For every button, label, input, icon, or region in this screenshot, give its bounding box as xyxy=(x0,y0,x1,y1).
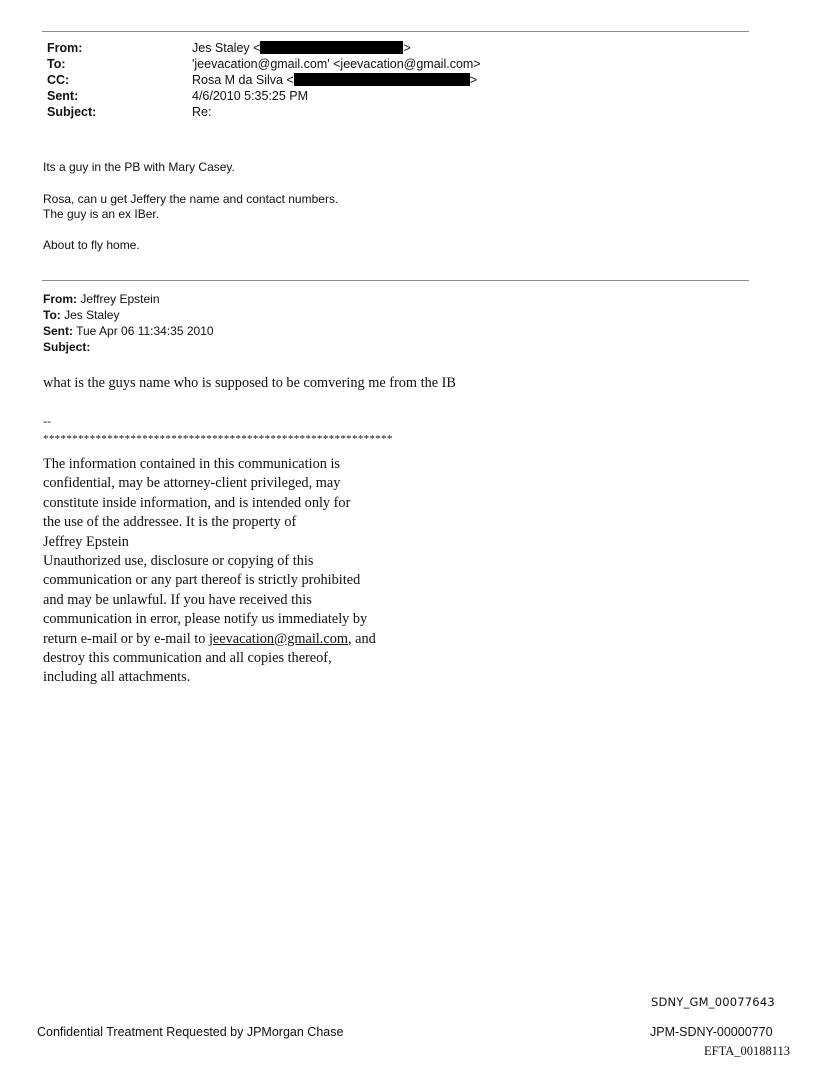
from-label: From: xyxy=(47,41,83,55)
from-close: > xyxy=(403,41,411,55)
sent-value: 4/6/2010 5:35:25 PM xyxy=(192,89,309,103)
disclaimer-line: Jeffrey Epstein xyxy=(43,533,129,550)
forwarded-sent xyxy=(43,323,214,339)
bates-stamp-jpm: JPM-SDNY-00000770 xyxy=(650,1025,773,1039)
fwd-from-value: Jeffrey Epstein xyxy=(77,292,160,306)
fwd-sent-value: Tue Apr 06 11:34:35 2010 xyxy=(73,324,214,338)
bates-stamp-sdny: SDNY_GM_00077643 xyxy=(651,995,775,1009)
subject-value: Re: xyxy=(192,105,212,119)
disclaimer-line: constitute inside information, and is intended only for xyxy=(43,494,351,511)
email-link[interactable]: jeevacation@gmail.com xyxy=(208,630,348,647)
disclaimer-line: communication or any part thereof is strictly prohibited xyxy=(43,572,361,589)
from-sender: Jes Staley < xyxy=(192,41,261,55)
body-line: The guy is an ex IBer. xyxy=(43,207,160,221)
redaction-box xyxy=(260,41,403,54)
disclaimer-text: return e-mail or by e-mail to xyxy=(43,630,209,647)
to-value: 'jeevacation@gmail.com' <jeevacation@gmail.com> xyxy=(192,57,481,71)
signature-stars: ************************************************************ xyxy=(43,433,393,445)
fwd-from-label: From: xyxy=(43,292,77,306)
top-rule xyxy=(42,31,749,32)
confidential-footer: Confidential Treatment Requested by JPMorgan Chase xyxy=(37,1025,344,1039)
disclaimer-line: the use of the addressee. It is the property of xyxy=(43,514,297,531)
body-line: Its a guy in the PB with Mary Casey. xyxy=(43,160,235,174)
subject-label: Subject: xyxy=(47,105,97,119)
body-line: About to fly home. xyxy=(43,238,140,252)
disclaimer-line: Unauthorized use, disclosure or copying of this xyxy=(43,553,314,570)
disclaimer-line: and may be unlawful. If you have received this xyxy=(43,591,312,608)
sent-label: Sent: xyxy=(47,89,79,103)
fwd-to-value: Jes Staley xyxy=(60,308,120,322)
fwd-to-label: To: xyxy=(43,308,61,322)
fwd-sent-label: Sent: xyxy=(43,324,73,338)
forwarded-from xyxy=(43,291,160,307)
disclaimer-line: including all attachments. xyxy=(43,669,191,686)
disclaimer-line: communication in error, please notify us immediately by xyxy=(43,611,368,628)
bates-stamp-efta: EFTA_00188113 xyxy=(704,1044,791,1058)
disclaimer-line: The information contained in this communication is xyxy=(43,456,340,472)
cc-value xyxy=(192,73,477,87)
disclaimer xyxy=(43,455,376,688)
forwarded-message: what is the guys name who is supposed to be comvering me from the IB xyxy=(43,375,456,391)
cc-recipient: Rosa M da Silva < xyxy=(192,73,294,87)
cc-close: > xyxy=(469,73,478,87)
to-label: To: xyxy=(47,57,66,71)
body-line: Rosa, can u get Jeffery the name and contact numbers. xyxy=(43,192,339,206)
separator-rule xyxy=(42,280,749,281)
signature-dash: -- xyxy=(43,414,51,428)
fwd-subject-label: Subject: xyxy=(43,340,91,354)
forwarded-to xyxy=(43,307,119,323)
disclaimer-line: confidential, may be attorney-client privileged, may xyxy=(43,475,341,492)
disclaimer-text: , and xyxy=(347,630,376,647)
forwarded-subject xyxy=(43,339,90,355)
disclaimer-line xyxy=(43,630,376,649)
redaction-box xyxy=(294,73,470,86)
cc-label: CC: xyxy=(47,73,70,87)
from-value xyxy=(192,41,411,55)
disclaimer-line: destroy this communication and all copies thereof, xyxy=(43,650,332,667)
